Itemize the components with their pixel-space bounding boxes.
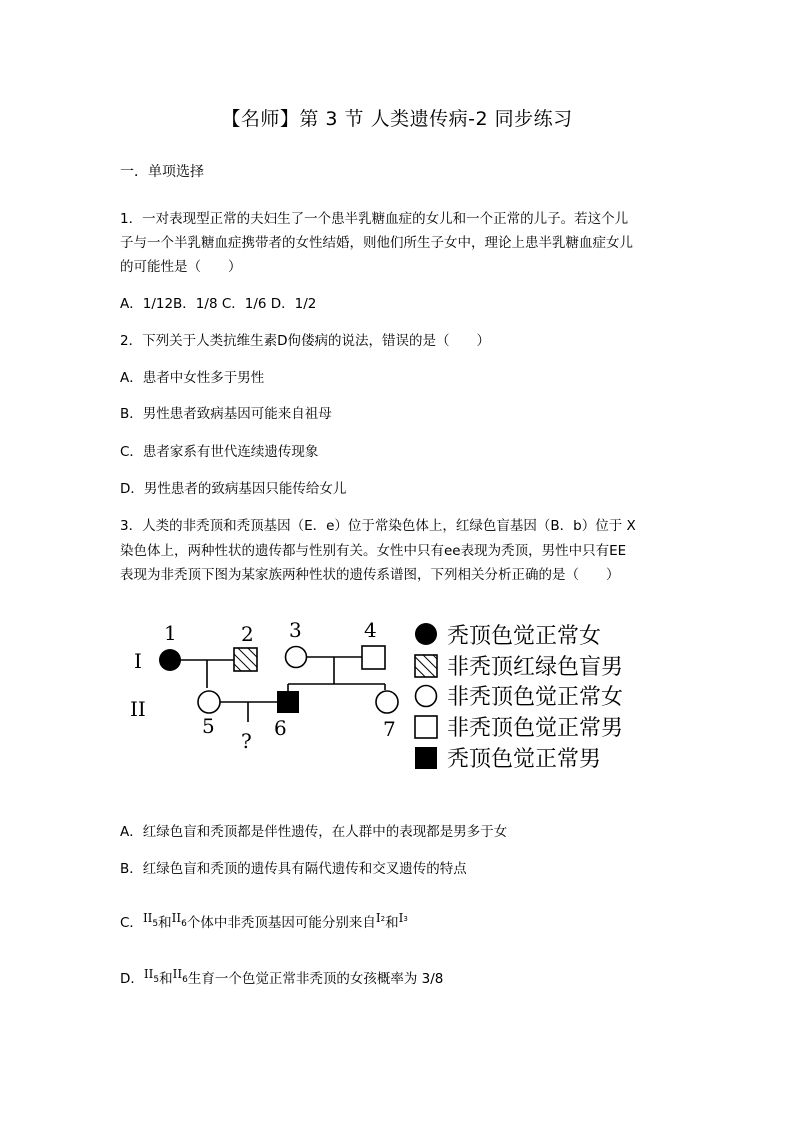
individual-1-bald-normal-female xyxy=(159,649,181,671)
q3-option-c xyxy=(120,906,680,936)
q2-option-b: B．男性患者致病基因可能来自祖母 xyxy=(120,406,332,422)
subscript: 5 xyxy=(152,919,159,929)
legend-symbol-filled-circle xyxy=(415,623,437,645)
legend-label-5: 秃顶色觉正常男 xyxy=(447,747,602,772)
legend-label-2: 非秃顶红绿色盲男 xyxy=(447,655,624,680)
q3-stem-line-1: 3．人类的非秃顶和秃顶基因（E．e）位于常染色体上，红绿色盲基因（B．b）位于 X xyxy=(120,518,636,534)
pedigree-chart xyxy=(120,610,660,790)
roman-numeral: II xyxy=(142,911,153,925)
individual-2-nonbald-colorblind-male xyxy=(234,648,257,671)
generation-label-2: II xyxy=(130,697,146,721)
individual-4-nonbald-normal-male xyxy=(362,646,385,669)
individual-number-3: 3 xyxy=(289,618,302,642)
subscript: 5 xyxy=(153,975,160,985)
individual-7-nonbald-normal-female xyxy=(376,691,398,713)
pedigree-legend xyxy=(415,623,623,772)
connector-text: 和 xyxy=(158,915,172,931)
option-d-text: 生育一个色觉正常非秃顶的女孩概率为 3/8 xyxy=(187,971,444,987)
connector-text: 和 xyxy=(159,971,173,987)
q3-option-a: A．红绿色盲和秃顶都是伴性遗传，在人群中的表现都是男多于女 xyxy=(120,824,508,840)
legend-symbol-filled-square xyxy=(415,747,437,769)
legend-symbol-hatched-square xyxy=(415,655,437,677)
subscript: 3 xyxy=(403,915,408,923)
generation-label-1: I xyxy=(134,649,142,673)
q3-option-d xyxy=(120,962,680,992)
q2-option-a: A．患者中女性多于男性 xyxy=(120,370,265,386)
subscript: 6 xyxy=(182,975,188,985)
individual-number-2: 2 xyxy=(241,622,254,646)
q2-option-c: C．患者家系有世代连续遗传现象 xyxy=(120,444,319,460)
individual-6-bald-normal-male xyxy=(277,691,299,713)
option-c-prefix: C． xyxy=(120,915,143,931)
individual-number-5: 5 xyxy=(202,714,215,738)
individual-number-4: 4 xyxy=(364,618,377,642)
legend-label-4: 非秃顶色觉正常男 xyxy=(447,716,624,741)
connector-text: 和 xyxy=(385,915,399,931)
individual-number-7: 7 xyxy=(383,717,396,741)
section-heading: 一．单项选择 xyxy=(120,164,204,180)
option-d-prefix: D． xyxy=(120,971,144,987)
roman-numeral: II xyxy=(172,967,183,981)
individual-number-6: 6 xyxy=(274,716,287,740)
individual-3-nonbald-normal-female xyxy=(286,647,307,668)
individual-5-nonbald-normal-female xyxy=(198,691,220,713)
individual-number-1: 1 xyxy=(164,621,177,645)
q2-option-d: D．男性患者的致病基因只能传给女儿 xyxy=(120,481,347,497)
subscript: 2 xyxy=(380,915,386,923)
roman-numeral: II xyxy=(143,967,154,981)
legend-label-3: 非秃顶色觉正常女 xyxy=(447,685,624,710)
page-title: 【名师】第 3 节 人类遗传病-2 同步练习 xyxy=(221,108,573,130)
q1-stem-line-3: 的可能性是（ ） xyxy=(120,259,242,275)
roman-numeral: I xyxy=(398,911,404,925)
roman-numeral: II xyxy=(171,911,182,925)
subscript: 6 xyxy=(181,919,187,929)
option-c-text: 个体中非秃顶基因可能分别来自 xyxy=(186,915,376,931)
roman-numeral: I xyxy=(375,911,381,925)
q2-stem: 2．下列关于人类抗维生素D佝偻病的说法，错误的是（ ） xyxy=(120,333,490,349)
legend-label-1: 秃顶色觉正常女 xyxy=(447,624,602,649)
legend-symbol-open-circle xyxy=(416,686,437,707)
q1-options: A．1/12B．1/8 C．1/6 D．1/2 xyxy=(120,296,317,312)
q1-stem-line-1: 1．一对表现型正常的夫妇生了一个患半乳糖血症的女儿和一个正常的儿子。若这个儿 xyxy=(120,211,629,227)
legend-symbol-open-square xyxy=(415,716,437,738)
unknown-offspring-mark: ? xyxy=(241,729,252,753)
q1-stem-line-2: 子与一个半乳糖血症携带者的女性结婚，则他们所生子女中，理论上患半乳糖血症女儿 xyxy=(120,235,633,251)
q3-stem-line-3: 表现为非秃顶下图为某家族两种性状的遗传系谱图，下列相关分析正确的是（ ） xyxy=(120,567,620,583)
q3-stem-line-2: 染色体上，两种性状的遗传都与性别有关。女性中只有ee表现为秃顶，男性中只有EE xyxy=(120,543,627,559)
q3-option-b: B．红绿色盲和秃顶的遗传具有隔代遗传和交叉遗传的特点 xyxy=(120,861,467,877)
